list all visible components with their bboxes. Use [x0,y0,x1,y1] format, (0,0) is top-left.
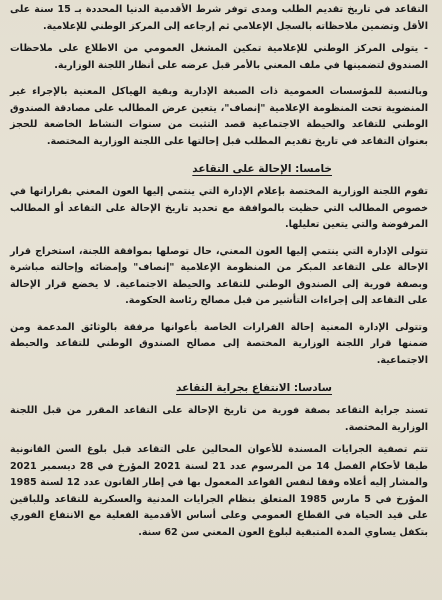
paragraph-public-institutions: وبالنسبة للمؤسسات العمومية ذات الصبغة الإدارية وبقية الهياكل المعنية بالإجراء غير المنضوية تحت المنظومة الإعلامية "إنصاف"، يتعين عرض المطالب على مصادقة الصندوق الوطني للتقاعد والحيطة الاجتماعية قصد التثبت من سنوات النشاط الخاضعة للحجز بعنوان التقاعد في تاريخ تقديم المطلب قبل إحالتها على اللجنة الوزارية المختصة. [10,86,428,147]
paragraph-pension-grant: تسند جراية التقاعد بصفة فورية من تاريخ الإحالة على التقاعد المقرر من قبل اللجنة الوزارية المختصة. [10,405,428,433]
paragraph-committee-decision: تقوم اللجنة الوزارية المختصة بإعلام الإدارة التي ينتمي إليها العون المعني بقراراتها في خصوص المطالب التي حظيت بالموافقة مع تحديد تاريخ الإحالة على التقاعد أو المطالب المرفوضة والتي يتعين تعليلها. [10,186,428,230]
section-heading-row-6 [10,376,428,395]
paragraph-minimum-seniority: التقاعد في تاريخ تقديم الطلب ومدى توفر شرط الأقدمية الدنيا المحددة بـ 15 سنة على الأقل وتضمين ملاحظاته بالسجل الإعلامي ثم إرجاعه إلى المركز الوطني للإعلامية. [10,4,428,32]
paragraph-computing-center: - يتولى المركز الوطني للإعلامية تمكين المشغل العمومي من الاطلاع على ملاحظات الصندوق لتضمينها في ملف المعني بالأمر قبل عرضه على أنظار اللجنة الوزارية. [10,43,428,71]
section-heading-pension-benefit: سادسا: الانتفاع بجراية التقاعد [176,382,332,394]
paragraph-transmit-decisions: وتتولى الإدارة المعنية إحالة القرارات الخاصة بأعوانها مرفقة بالوثائق المدعمة ومن ضمنها قرار اللجنة الوزارية المختصة إلى مصالح الصندوق الوطني للتقاعد والحيطة الاجتماعية. [10,321,428,366]
paragraph-referral-decision: تتولى الإدارة التي ينتمي إليها العون المعني، حال توصلها بموافقة اللجنة، استخراج قرار الإحالة على التقاعد المبكر من المنظومة الإعلامية "إنصاف" وإمضائه وإحالته مباشرة وبصفة فورية إلى الصندوق الوطني للتقاعد والحيطة الاجتماعية. لا يخضع قرار الإحالة على التقاعد إلى إجراءات التأشير من قبل مصالح رئاسة الحكومة. [10,245,428,306]
paragraph-pension-settlement: تتم تصفية الجرايات المسندة للأعوان المحالين على التقاعد قبل بلوغ السن القانونية طبقا لأحكام الفصل 14 من المرسوم عدد 21 لسنة 2021 المؤرخ في 28 ديسمبر 2021 والمشار إليه أعلاه وفقا لنفس القواعد المعمول بها في إطار القانون عدد 12 لسنة 1985 المؤرخ في 5 مارس 1985 المتعلق بنظام الجرايات المدنية والعسكرية للتقاعد وللباقين على قيد الحياة في القطاع العمومي وعلى أساس الأقدمية الفعلية مع الانتفاع الفوري بتكفل يساوي المدة المتبقية لبلوغ العون المعني سن 62 سنة. [10,444,428,538]
section-heading-row-5 [10,157,428,176]
section-heading-retirement-referral: خامسا: الإحالة على التقاعد [192,163,332,175]
